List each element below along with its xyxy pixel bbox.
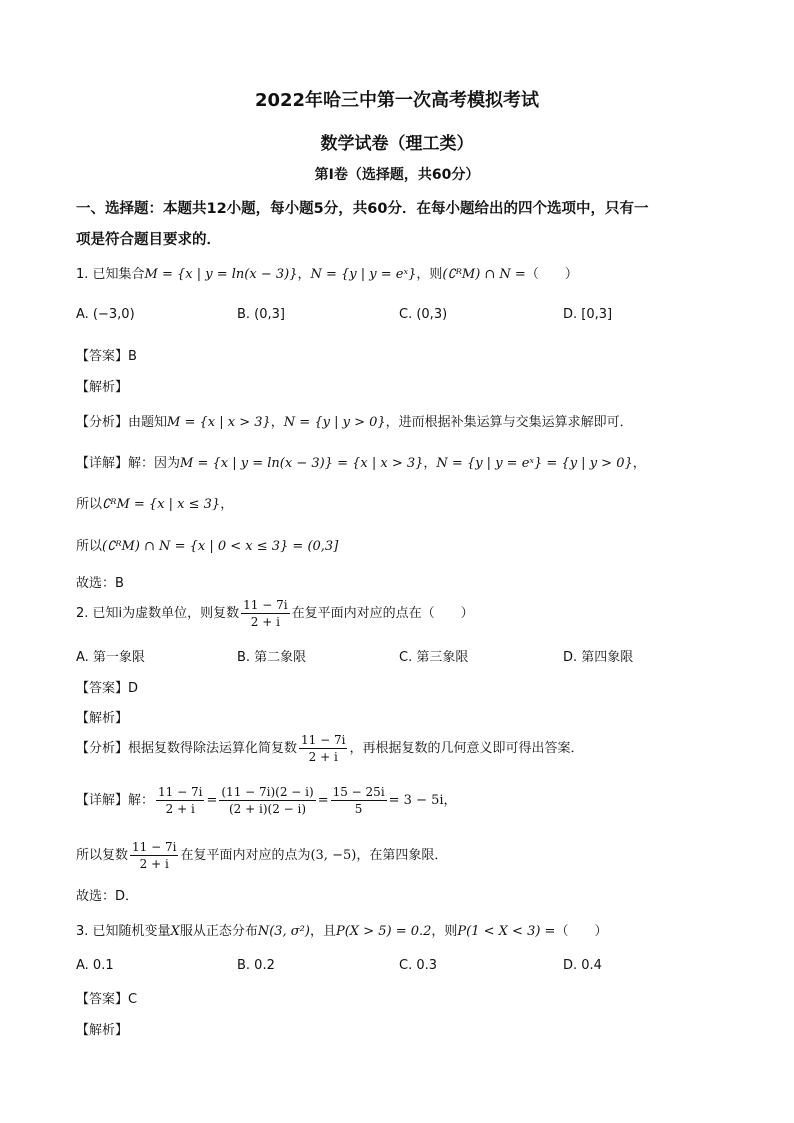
q2-detail-den1: 2 + i: [165, 802, 195, 816]
q2-fenxi-b: ，再根据复数的几何意义即可得出答案．: [349, 741, 584, 756]
q2-detail-tail: = 3 − 5i: [388, 793, 444, 808]
q2-option-a: A. 第一象限: [76, 650, 145, 665]
q1-detail-n: N = {y | y = eˣ} = {y | y > 0}: [436, 456, 633, 471]
q2-conclusion: [76, 840, 447, 871]
q2-conc-mid: 在复平面内对应的点为: [180, 848, 311, 863]
q1-stem: [76, 263, 578, 282]
q1-complement-line: [76, 493, 233, 512]
q2-stem-prefix: 2. 已知i为虚数单位，则复数: [76, 606, 240, 621]
q2-choice: 故选：D．: [76, 889, 139, 904]
q3-stem-end: （ ）: [555, 924, 608, 939]
q2-detail-eq2: =: [317, 793, 329, 808]
q3-stem-prefix: 3. 已知随机变量: [76, 924, 171, 939]
q1-analysis-label: 【解析】: [76, 380, 129, 395]
q1-line-d-expr: (∁ᴿM) ∩ N = {x | 0 < x ≤ 3} = (0,3]: [102, 539, 339, 554]
q2-conc-point: (3, −5): [310, 848, 357, 863]
q1-option-c: C. (0,3): [399, 307, 448, 322]
q1-fenxi-sep: ，: [270, 415, 284, 430]
q1-expression: (∁ᴿM) ∩ N =: [442, 267, 526, 282]
q3-distribution: N(3, σ²): [257, 924, 310, 939]
q3-prob-1: P(X > 5) = 0.2: [335, 924, 432, 939]
q1-detail-m: M = {x | y = ln(x − 3)} = {x | x > 3}: [180, 456, 424, 471]
q2-detail-label: 【详解】: [76, 793, 129, 808]
q1-choice: 故选：B: [76, 576, 124, 591]
q1-option-a: A. (−3,0): [76, 307, 135, 322]
q2-conc-frac-num: 11 − 7i: [132, 840, 177, 854]
q2-frac-den: 2 + i: [250, 615, 280, 629]
q2-option-c: C. 第三象限: [399, 650, 469, 665]
q2-conc-prefix: 所以复数: [76, 848, 129, 863]
q2-detail-den3: 5: [354, 802, 363, 816]
q2-detail-num3: 15 − 25i: [332, 785, 385, 799]
q1-set-m: M = {x | y = ln(x − 3)}: [144, 267, 298, 282]
instructions-line-2: 项是符合题目要求的．: [76, 232, 221, 248]
q2-fenxi-fraction: [299, 733, 347, 764]
q1-fenxi-label: 【分析】: [76, 415, 129, 430]
q1-line-c-prefix: 所以: [76, 497, 103, 512]
q2-detail-num1: 11 − 7i: [158, 785, 203, 799]
q2-conc-end: ，在第四象限．: [356, 848, 448, 863]
q1-detail-label: 【详解】: [76, 456, 129, 471]
q1-set-n: N = {y | y = eˣ}: [310, 267, 417, 282]
q1-option-d: D. [0,3]: [563, 307, 613, 322]
q2-detail-end: ，: [443, 793, 457, 808]
q1-fenxi-n: N = {y | y > 0}: [283, 415, 386, 430]
q3-prob-2: P(1 < X < 3) =: [457, 924, 556, 939]
q1-answer: 【答案】B: [76, 349, 137, 364]
q2-detail-frac-2: [219, 785, 315, 816]
q3-var: X: [170, 924, 180, 939]
q1-detail-a: 解：因为: [128, 456, 181, 471]
exam-title: 2022年哈三中第一次高考模拟考试: [254, 90, 540, 111]
q3-option-d: D. 0.4: [563, 958, 602, 973]
q1-stem-prefix: 1. 已知集合: [76, 267, 145, 282]
q2-conc-frac-den: 2 + i: [139, 857, 169, 871]
q3-analysis-label: 【解析】: [76, 1023, 129, 1038]
q2-detail-num2: (11 − 7i)(2 − i): [221, 785, 314, 799]
exam-subtitle: 数学试卷（理工类）: [320, 134, 474, 154]
q1-sep: ，: [297, 267, 311, 282]
q2-answer: 【答案】D: [76, 681, 139, 696]
section-heading: 第Ⅰ卷（选择题，共60分）: [314, 167, 480, 183]
q2-conc-fraction: [130, 840, 178, 871]
q2-option-d: D. 第四象限: [563, 650, 634, 665]
q2-fenxi: [76, 733, 583, 764]
q2-fenxi-label: 【分析】: [76, 741, 129, 756]
q3-option-a: A. 0.1: [76, 958, 114, 973]
q1-line-d-prefix: 所以: [76, 539, 103, 554]
q2-fenxi-frac-den: 2 + i: [308, 750, 338, 764]
q3-stem-mid2: ，且: [309, 924, 336, 939]
q3-option-c: C. 0.3: [399, 958, 438, 973]
q2-detail-frac-1: [156, 785, 204, 816]
q2-detail-frac-3: [331, 785, 387, 816]
q2-detail-den2: (2 + i)(2 − i): [229, 802, 307, 816]
q3-option-b: B. 0.2: [237, 958, 275, 973]
q1-detail-sep: ，: [423, 456, 437, 471]
q3-stem: [76, 920, 607, 939]
q2-fenxi-frac-num: 11 − 7i: [301, 733, 346, 747]
q3-answer: 【答案】C: [76, 992, 138, 1007]
q1-fenxi-m: M = {x | x > 3}: [167, 415, 271, 430]
q1-detail-end: ，: [632, 456, 646, 471]
q2-analysis-label: 【解析】: [76, 711, 129, 726]
q1-detail: [76, 452, 646, 471]
q2-stem: [76, 598, 474, 629]
instructions-line-1: 一、选择题：本题共12小题，每小题5分，共60分．在每小题给出的四个选项中，只有一: [76, 201, 649, 217]
q2-detail-eq1: =: [206, 793, 218, 808]
q3-stem-mid3: ，则: [431, 924, 458, 939]
q3-stem-mid: 服从正态分布: [179, 924, 258, 939]
q1-line-c-expr: ∁ᴿM = {x | x ≤ 3}: [102, 497, 221, 512]
q1-stem-end: （ ）: [525, 267, 578, 282]
q2-frac-num: 11 − 7i: [243, 598, 288, 612]
q2-detail-a: 解：: [128, 793, 155, 808]
q2-stem-end: 在复平面内对应的点在（ ）: [291, 606, 474, 621]
q2-fraction: [241, 598, 289, 629]
q1-fenxi-b: ，进而根据补集运算与交集运算求解即可．: [385, 415, 633, 430]
q1-fenxi-a: 由题知: [128, 415, 168, 430]
q2-fenxi-a: 根据复数得除法运算化简复数: [128, 741, 298, 756]
q1-fenxi: [76, 411, 633, 430]
q1-intersection-line: [76, 535, 338, 554]
q1-option-b: B. (0,3]: [237, 307, 286, 322]
q1-line-c-end: ，: [220, 497, 234, 512]
q1-stem-mid: ，则: [416, 267, 443, 282]
q2-detail: [76, 785, 457, 816]
q2-option-b: B. 第二象限: [237, 650, 307, 665]
